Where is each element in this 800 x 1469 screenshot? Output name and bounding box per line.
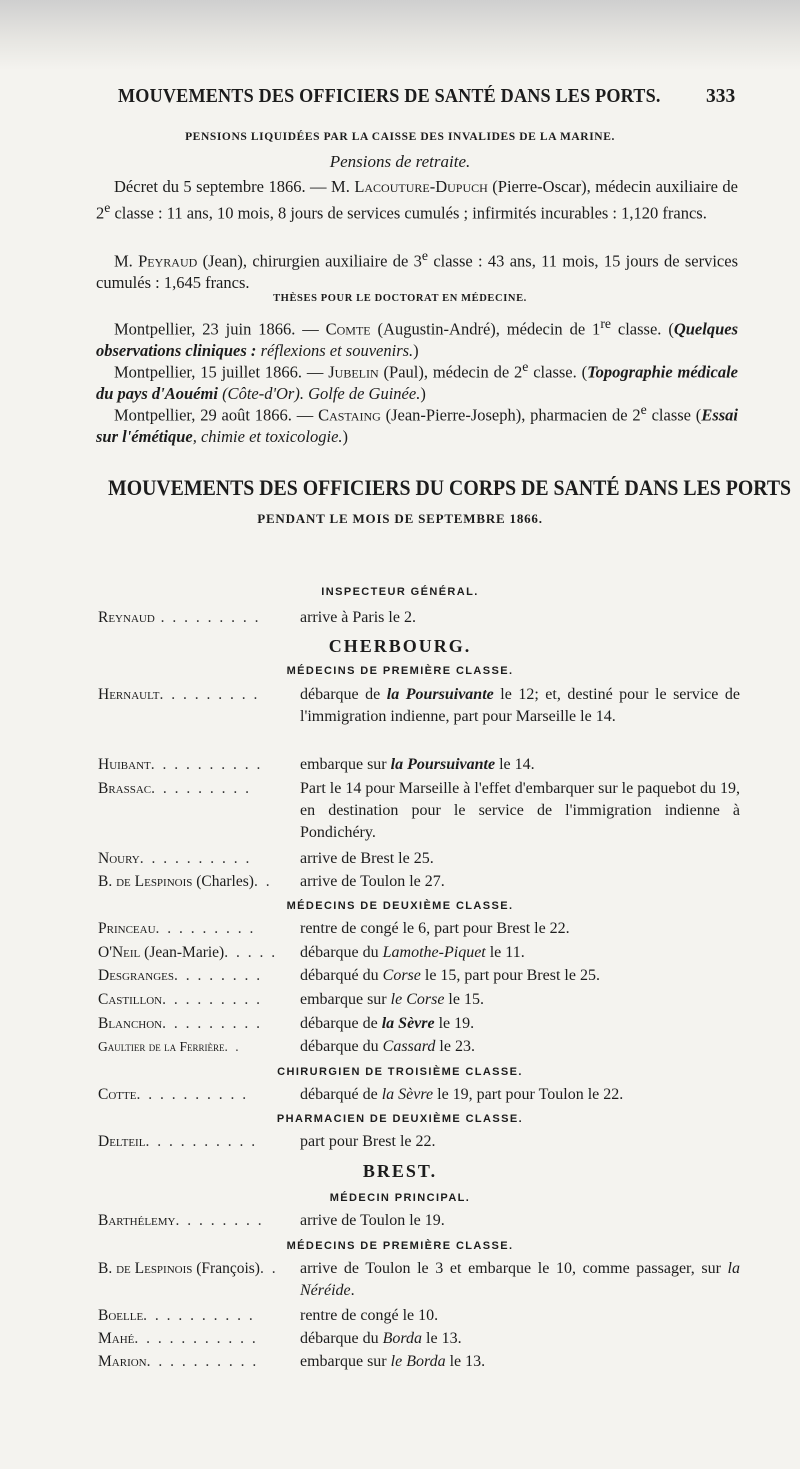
document-page: MOUVEMENTS DES OFFICIERS DE SANTÉ DANS LES PORTS. 333 PENSIONS LIQUIDÉES PAR LA CAISSE DES INVALIDES DE LA MARINE. Pensions de retraite. Décret du 5 septembre 1866. — M. Lacouture-Dupuch (Pierre-Oscar), médecin auxiliaire de 2e classe : 11 ans, 10 mois, 8 jours de services cumulés ; infirmités incurables : 1,120 francs. M. Peyraud (Jean), chirurgien auxiliaire de 3e classe : 43 ans, 11 mois, 15 jours de services cumulés : 1,645 francs. THÈSES POUR LE DOCTORAT EN MÉDECINE. Montpellier, 23 juin 1866. — Comte (Augustin-André), médecin de 1re classe. (Quelques observations cliniques : réflexions et souvenirs.) Montpellier, 15 juillet 1866. — Jubelin (Paul), médecin de 2e classe. (Topographie médicale du pays d'Aouémi (Côte-d'Or). Golfe de Guinée.) Montpellier, 29 août 1866. — Castaing (Jean-Pierre-Joseph), pharmacien de 2e classe (Essai sur l'émétique, chimie et toxicologie.) MOUVEMENTS DES OFFICIERS DU CORPS DE SANTÉ DANS LES PORTS PENDANT LE MOIS DE SEPTEMBRE 1866. INSPECTEUR GÉNÉRAL. Reynaud . . . . . . . . . arrive à Paris le 2. CHERBOURG. MÉDECINS DE PREMIÈRE CLASSE. Hernault. . . . . . . . . débarque de la Poursuivante le 12; et, destiné pour le service de l'immigration indienne, part pour Marseille le 14. Huibant. . . . . . . . . . embarque sur la Poursuivante le 14. Brassac. . . . . . . . . Part le 14 pour Marseille à l'effet d'embarquer sur le paquebot du 19, en destination pour le service de l'immigration indienne à Pondichéry. Noury. . . . . . . . . . arrive de Brest le 25. B. de Lespinois (Charles). . arrive de Toulon le 27. MÉDECINS DE DEUXIÈME CLASSE. Princeau. . . . . . . . . rentre de congé le 6, part pour Brest le 22. O'Neil (Jean-Marie). . . . . débarque du Lamothe-Piquet le 11. Desgranges. . . . . . . . débarqué du Corse le 15, part pour Brest le 25. Castillon. . . . . . . . . embarque sur le Corse le 15. Blanchon. . . . . . . . . débarque de la Sèvre le 19. Gaultier de la Ferrière. . débarque du Cassard le 23. CHIRURGIEN DE TROISIÈME CLASSE. Cotte. . . . . . . . . . débarqué de la Sèvre le 19, part pour Toulon le 22. PHARMACIEN DE DEUXIÈME CLASSE. Delteil. . . . . . . . . . part pour Brest le 22. BREST. MÉDECIN PRINCIPAL. Barthélemy. . . . . . . . arrive de Toulon le 19. MÉDECINS DE PREMIÈRE CLASSE. B. de Lespinois (François). . arrive de Toulon le 3 et embarque le 10, comme passager, sur la Néréide. Boelle. . . . . . . . . . rentre de congé le 10. Mahé. . . . . . . . . . . débarque du Borda le 13. Marion. . . . . . . . . . embarque sur le Borda le 13. — [0, 0, 800, 1469]
officer-name: Castillon — [98, 991, 163, 1008]
rank-heading: CHIRURGIEN DE TROISIÈME CLASSE. — [277, 1066, 523, 1078]
rank-heading: MÉDECINS DE PREMIÈRE CLASSE. — [286, 665, 514, 677]
rank-heading: PHARMACIEN DE DEUXIÈME CLASSE. — [276, 1113, 524, 1125]
officer-name: Mahé — [98, 1330, 135, 1347]
ship-name: la Poursuivante — [386, 686, 494, 703]
pensions-subheading: Pensions de retraite. — [329, 152, 471, 171]
movement-text: Part le 14 pour Marseille à l'effet d'embarquer sur le paquebot du 19, en destination pour le service de l'immigration indienne à Pondichéry. — [300, 780, 740, 841]
scan-shadow — [0, 0, 800, 70]
officer-name: Desgranges — [98, 967, 174, 984]
page-number: 333 — [706, 86, 736, 107]
officer-name: Boelle — [98, 1307, 144, 1324]
movement-text: rentre de congé le 6, part pour Brest le 22. — [300, 920, 570, 937]
movement-text: débarque du Lamothe-Piquet le 11. — [300, 944, 525, 961]
officer-name: Blanchon — [98, 1015, 163, 1032]
movement-text: débarque du Cassard le 23. — [300, 1038, 475, 1055]
movement-text: débarqué du Corse le 15, part pour Brest le 25. — [300, 967, 600, 984]
section-subtitle: PENDANT LE MOIS DE SEPTEMBRE 1866. — [257, 511, 543, 526]
ship-name: Cassard — [382, 1038, 436, 1055]
ship-name: la Néréide — [300, 1260, 740, 1299]
officer-name: Brassac — [98, 780, 152, 797]
ship-name: la Poursuivante — [390, 756, 496, 773]
officer-name: Delteil — [98, 1133, 146, 1150]
ship-name: Borda — [382, 1330, 423, 1347]
thesis-paragraph-2: Montpellier, 15 juillet 1866. — Jubelin (Paul), médecin de 2e classe. (Topographie médicale du pays d'Aouémi (Côte-d'Or). Golfe de Guinée.) — [96, 359, 738, 403]
pensioner-name: Lacouture-Dupuch — [354, 177, 488, 196]
pensioner-name: Peyraud — [138, 251, 198, 271]
officer-name: Cotte — [98, 1086, 137, 1103]
movement-text: rentre de congé le 10. — [300, 1307, 439, 1324]
movement-text: débarque du Borda le 13. — [300, 1330, 462, 1347]
movement-text: débarque de la Poursuivante le 12; et, destiné pour le service de l'immigration indienne, part pour Marseille le 14. — [300, 686, 741, 725]
ship-name: le Borda — [390, 1353, 446, 1370]
movement-text: arrive de Brest le 25. — [300, 850, 434, 867]
section-title: MOUVEMENTS DES OFFICIERS DU CORPS DE SANTÉ DANS LES PORTS — [108, 475, 792, 500]
running-title: MOUVEMENTS DES OFFICIERS DE SANTÉ DANS LES PORTS. — [118, 86, 661, 107]
port-heading-brest: BREST. — [362, 1161, 438, 1181]
movement-text: embarque sur le Borda le 13. — [300, 1353, 486, 1370]
movement-text: arrive à Paris le 2. — [300, 609, 416, 626]
movement-text: débarque de la Sèvre le 19. — [300, 1015, 475, 1032]
movement-text: arrive de Toulon le 27. — [300, 873, 445, 890]
officer-name: Gaultier de la Ferrière — [98, 1039, 225, 1054]
port-heading-cherbourg: CHERBOURG. — [328, 636, 472, 656]
movement-text: débarqué de la Sèvre le 19, part pour Toulon le 22. — [300, 1086, 624, 1103]
rank-heading: MÉDECINS DE DEUXIÈME CLASSE. — [286, 900, 514, 912]
movement-text: part pour Brest le 22. — [300, 1133, 436, 1150]
ship-name: Corse — [382, 967, 421, 984]
officer-name: Barthélemy — [98, 1212, 176, 1229]
rank-heading: INSPECTEUR GÉNÉRAL. — [321, 586, 479, 598]
officer-name: Marion — [98, 1353, 147, 1370]
officer-name: Noury — [98, 850, 140, 867]
officer-name: Hernault — [98, 686, 160, 703]
ship-name: Lamothe-Piquet — [382, 944, 486, 961]
officer-name: Princeau — [98, 920, 156, 937]
thesis-paragraph-1: Montpellier, 23 juin 1866. — Comte (Augustin-André), médecin de 1re classe. (Quelques observations cliniques : réflexions et souvenirs.) — [96, 316, 738, 360]
pension-paragraph-2: M. Peyraud (Jean), chirurgien auxiliaire de 3e classe : 43 ans, 11 mois, 15 jours de services cumulés : 1,645 francs. — [96, 248, 739, 292]
officer-name: B. de Lespinois — [98, 1260, 193, 1277]
officer-name: Reynaud — [98, 609, 155, 626]
ship-name: la Sèvre — [381, 1015, 435, 1032]
officer-name: B. de Lespinois — [98, 873, 193, 890]
rank-heading: MÉDECINS DE PREMIÈRE CLASSE. — [286, 1240, 514, 1252]
officer-name: O'Neil — [98, 944, 141, 961]
officer-name: Huibant — [98, 756, 151, 773]
rank-heading: MÉDECIN PRINCIPAL. — [329, 1192, 471, 1204]
movement-text: embarque sur la Poursuivante le 14. — [300, 756, 535, 773]
movement-text: embarque sur le Corse le 15. — [300, 991, 484, 1008]
ship-name: le Corse — [390, 991, 445, 1008]
movement-text: arrive de Toulon le 19. — [300, 1212, 445, 1229]
pensions-heading: PENSIONS LIQUIDÉES PAR LA CAISSE DES INVALIDES DE LA MARINE. — [185, 131, 615, 143]
pension-paragraph-1: Décret du 5 septembre 1866. — M. Lacouture-Dupuch (Pierre-Oscar), médecin auxiliaire de 2e classe : 11 ans, 10 mois, 8 jours de services cumulés ; infirmités incurables : 1,120 francs. — [96, 177, 738, 223]
theses-heading: THÈSES POUR LE DOCTORAT EN MÉDECINE. — [273, 293, 527, 304]
movement-text: arrive de Toulon le 3 et embarque le 10, comme passager, sur la Néréide. — [300, 1260, 740, 1299]
ship-name: la Sèvre — [381, 1086, 434, 1103]
thesis-paragraph-3: Montpellier, 29 août 1866. — Castaing (Jean-Pierre-Joseph), pharmacien de 2e classe (Essai sur l'émétique, chimie et toxicologie.) — [96, 402, 738, 446]
